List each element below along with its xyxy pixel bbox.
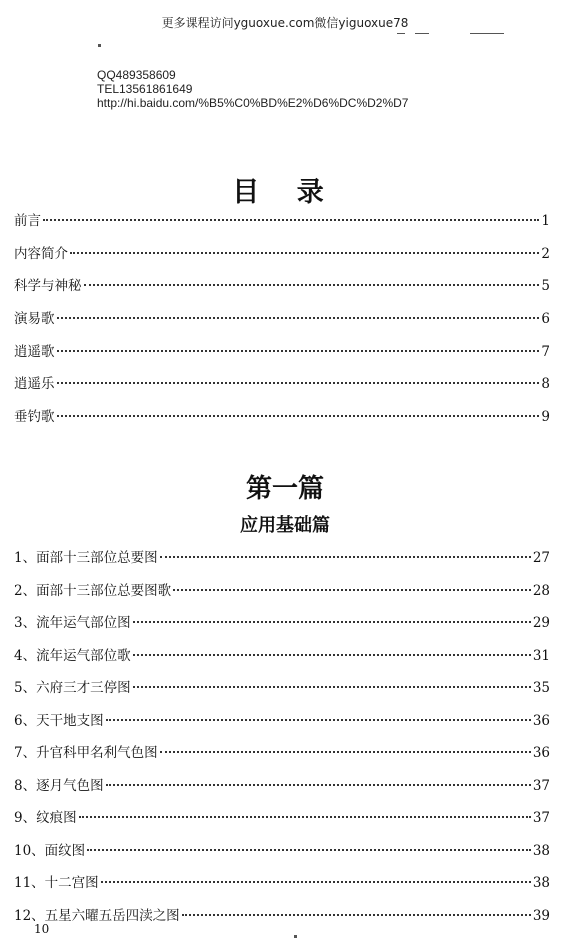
toc-entry[interactable] (14, 246, 550, 263)
toc-entry-title: 4、流年运气部位歌 (14, 647, 131, 664)
toc-entry-page: 36 (532, 712, 550, 729)
toc-entry[interactable] (14, 213, 550, 230)
toc-heading: 目 录 (232, 177, 338, 208)
toc-entry-page: 5 (541, 278, 550, 295)
dot-leader (43, 218, 539, 221)
qq-text: QQ489358609 (97, 68, 176, 82)
toc-entry-title: 3、流年运气部位图 (14, 615, 131, 631)
part-entry-list (14, 550, 550, 940)
toc-entry-title: 逍遥歌 (14, 343, 55, 360)
dot-leader (87, 848, 531, 851)
tel-text: TEL13561861649 (97, 82, 193, 96)
toc-entry-title: 10、面纹图 (14, 842, 86, 859)
toc-entry-page: 36 (532, 745, 550, 761)
toc-entry[interactable] (14, 810, 550, 827)
toc-entry-page: 38 (532, 875, 550, 891)
toc-entry[interactable] (14, 778, 550, 795)
page-number: 10 (34, 922, 50, 936)
scan-mark (397, 33, 405, 34)
toc-entry-title: 7、升官科甲名利气色图 (14, 745, 158, 761)
toc-entry-page: 35 (532, 680, 550, 696)
toc-entry-title: 8、逐月气色图 (14, 777, 104, 794)
toc-entry-title: 科学与神秘 (14, 278, 82, 295)
toc-entry[interactable] (14, 680, 550, 697)
toc-entry-page: 9 (541, 409, 550, 426)
toc-entry-page: 29 (532, 615, 550, 631)
toc-entry-title: 演易歌 (14, 311, 55, 328)
dot-leader (106, 718, 531, 721)
dot-leader (133, 653, 531, 656)
toc-entry[interactable] (14, 311, 550, 328)
dot-leader (57, 381, 540, 384)
toc-entry[interactable] (14, 278, 550, 295)
dot-leader (133, 620, 531, 623)
dot-leader (57, 414, 540, 417)
toc-entry[interactable] (14, 648, 550, 665)
toc-entry[interactable] (14, 908, 550, 925)
toc-entry-page: 39 (532, 907, 550, 924)
dot-leader (70, 251, 539, 254)
url-link[interactable]: http://hi.baidu.com/%B5%C0%BD%E2%D6%DC%D2%D7 (97, 96, 409, 110)
dot-leader (57, 349, 540, 352)
toc-entry-title: 2、面部十三部位总要图歌 (14, 582, 172, 599)
toc-entry[interactable] (14, 344, 550, 361)
toc-entry-page: 1 (541, 213, 550, 229)
dot-leader (133, 685, 531, 688)
toc-entry[interactable] (14, 875, 550, 892)
dot-leader (79, 815, 531, 818)
toc-entry-page: 38 (532, 842, 550, 859)
toc-entry-title: 内容简介 (14, 245, 68, 262)
toc-entry[interactable] (14, 713, 550, 730)
scan-mark (98, 44, 101, 47)
part-title: 第一篇 (245, 474, 324, 504)
dot-leader (160, 555, 531, 558)
toc-entry[interactable] (14, 615, 550, 632)
toc-entry-title: 垂钓歌 (14, 409, 55, 426)
toc-entry-title: 逍遥乐 (14, 376, 55, 393)
toc-entry-page: 7 (541, 343, 550, 360)
dot-leader (182, 913, 531, 916)
contact-block (97, 68, 408, 110)
dot-leader (57, 316, 540, 319)
toc-entry-title: 11、十二宫图 (14, 875, 99, 891)
dot-leader (101, 880, 531, 883)
toc-entry-page: 28 (532, 582, 550, 599)
dot-leader (173, 588, 531, 591)
toc-entry-page: 2 (541, 245, 550, 262)
dot-leader (106, 783, 531, 786)
toc-entry[interactable] (14, 843, 550, 860)
front-matter-list (14, 213, 550, 442)
toc-entry-title: 5、六府三才三停图 (14, 680, 131, 696)
scan-mark (470, 33, 504, 34)
toc-entry-title: 1、面部十三部位总要图 (14, 550, 158, 566)
toc-entry[interactable] (14, 550, 550, 567)
toc-entry[interactable] (14, 376, 550, 393)
toc-entry-page: 31 (532, 647, 550, 664)
toc-entry-title: 前言 (14, 213, 41, 229)
toc-entry-page: 37 (532, 777, 550, 794)
dot-leader (84, 283, 540, 286)
toc-entry[interactable] (14, 409, 550, 426)
toc-entry[interactable] (14, 583, 550, 600)
toc-entry-title: 9、纹痕图 (14, 810, 77, 826)
toc-entry-page: 27 (532, 550, 550, 566)
dot-leader (160, 750, 531, 753)
header-banner: 更多课程访问yguoxue.com微信yiguoxue78 (161, 16, 409, 30)
toc-entry[interactable] (14, 745, 550, 762)
toc-entry-page: 6 (541, 311, 550, 328)
toc-entry-page: 37 (532, 810, 550, 826)
toc-entry-page: 8 (541, 376, 550, 393)
toc-entry-title: 12、五星六曜五岳四渎之图 (14, 907, 180, 924)
scan-mark (415, 33, 429, 34)
part-subtitle: 应用基础篇 (240, 515, 330, 536)
toc-entry-title: 6、天干地支图 (14, 712, 104, 729)
